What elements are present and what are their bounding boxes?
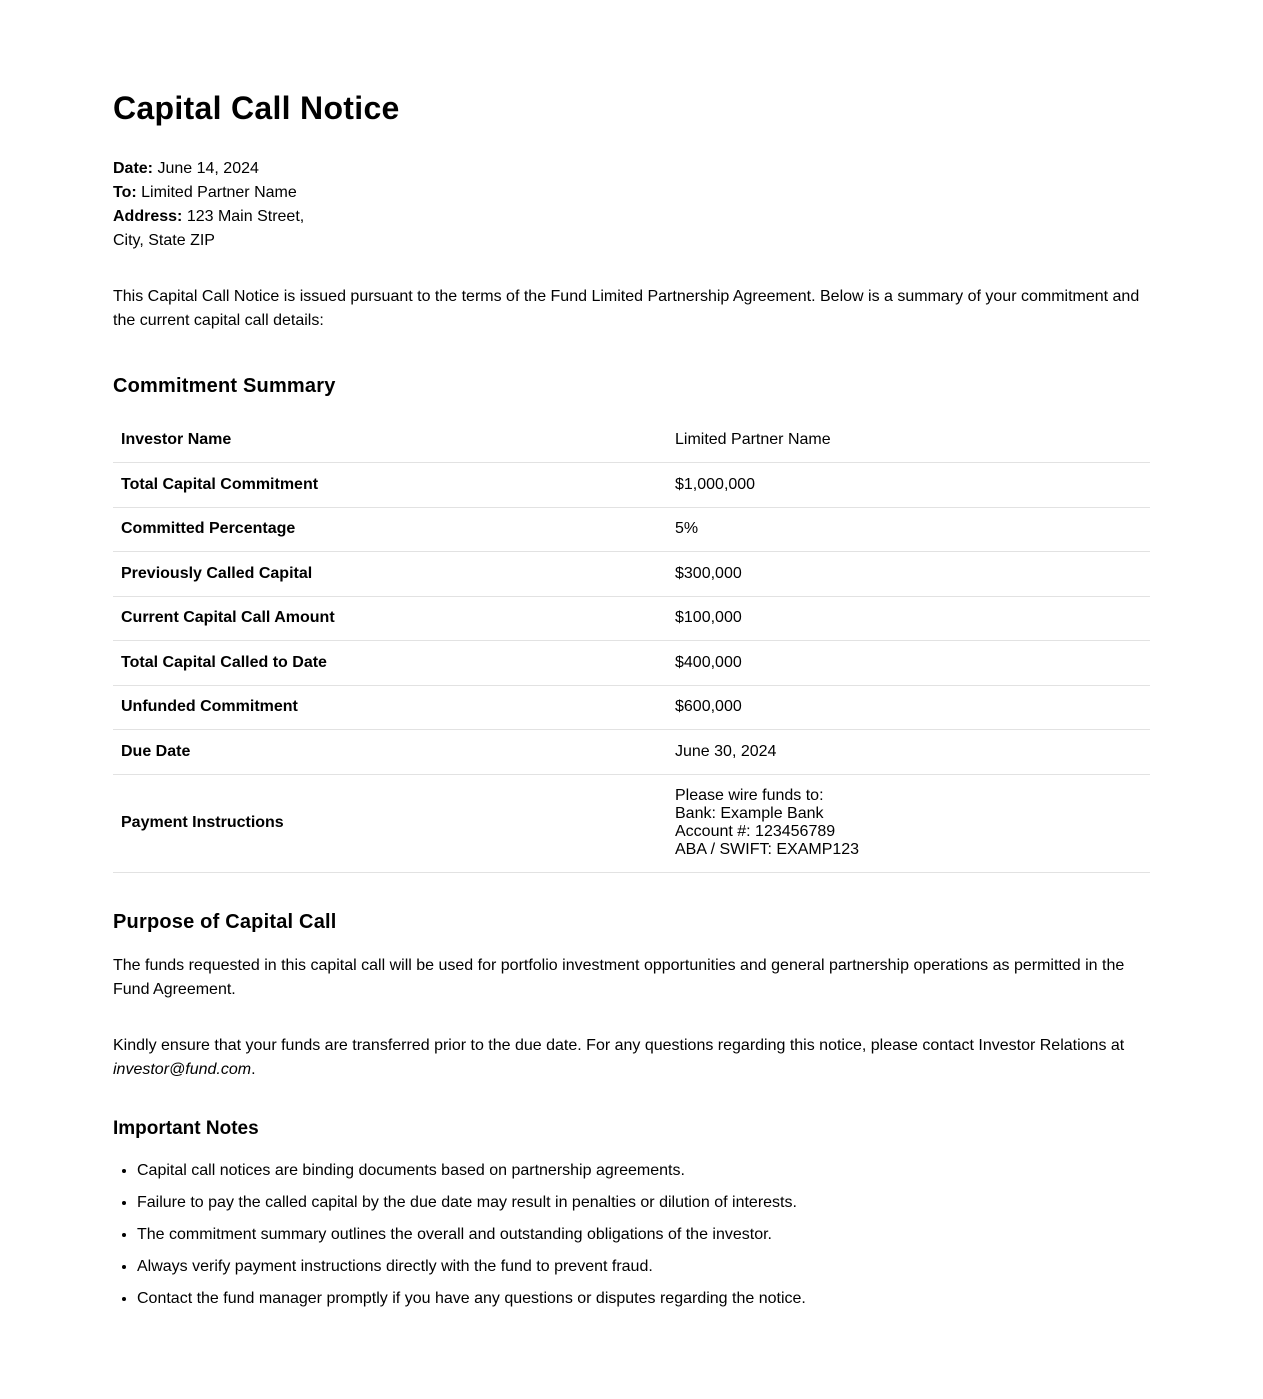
address-label: Address: [113, 208, 183, 225]
row-value: 5% [667, 507, 1150, 552]
row-label: Total Capital Commitment [113, 463, 667, 508]
payment-line: ABA / SWIFT: EXAMP123 [675, 841, 860, 858]
row-label: Investor Name [113, 418, 667, 463]
list-item: • Capital call notices are binding documents based on partnership agreements. [137, 1159, 1150, 1183]
row-label: Due Date [113, 730, 667, 775]
row-value: $600,000 [667, 685, 1150, 730]
purpose-paragraph: The funds requested in this capital call will be used for portfolio investment opportunities and general partnership operations as permitted in the Fund Agreement. [113, 956, 1125, 998]
row-label: Total Capital Called to Date [113, 641, 667, 686]
address-line-1: 123 Main Street, [186, 208, 305, 225]
address-line [113, 205, 1150, 229]
row-value: $100,000 [667, 596, 1150, 641]
to-label: To: [113, 184, 137, 201]
table-row [113, 463, 1150, 508]
list-item: • Always verify payment instructions directly with the fund to prevent fraud. [137, 1255, 1150, 1279]
row-value: $300,000 [667, 552, 1150, 597]
contact-paragraph [113, 1034, 1150, 1082]
table-row-payment [113, 774, 1150, 872]
payment-line: Please wire funds to: [675, 787, 824, 804]
purpose-heading: Purpose of Capital Call [113, 910, 337, 933]
table-row [113, 641, 1150, 686]
table-row [113, 730, 1150, 775]
table-row [113, 418, 1150, 463]
table-row [113, 685, 1150, 730]
notice-meta [113, 157, 1150, 253]
intro-paragraph: This Capital Call Notice is issued pursuant to the terms of the Fund Limited Partnership Agreement. Below is a summary of your commitment and the current capital call details: [113, 288, 1140, 329]
row-value: $1,000,000 [667, 463, 1150, 508]
row-value: Limited Partner Name [667, 418, 1150, 463]
date-line [113, 157, 1150, 181]
list-item: • The commitment summary outlines the overall and outstanding obligations of the investor. [137, 1223, 1150, 1247]
row-label: Current Capital Call Amount [113, 596, 667, 641]
row-label: Committed Percentage [113, 507, 667, 552]
important-notes-list [113, 1159, 1150, 1311]
commitment-summary-table [113, 418, 1150, 873]
date-label: Date: [113, 160, 154, 177]
payment-line: Account #: 123456789 [675, 823, 836, 840]
row-label: Payment Instructions [113, 774, 667, 872]
row-label: Previously Called Capital [113, 552, 667, 597]
commitment-summary-heading: Commitment Summary [113, 375, 336, 397]
list-item: • Failure to pay the called capital by the due date may result in penalties or dilution of interests. [137, 1191, 1150, 1215]
contact-text: Kindly ensure that your funds are transferred prior to the due date. For any questions regarding this notice, please contact Investor Relations at [113, 1036, 1125, 1054]
payment-line: Bank: Example Bank [675, 805, 824, 822]
list-item: • Contact the fund manager promptly if you have any questions or disputes regarding the notice. [137, 1287, 1150, 1311]
row-value: $400,000 [667, 641, 1150, 686]
row-value: June 30, 2024 [667, 730, 1150, 775]
payment-instructions-value [667, 774, 1150, 872]
table-row [113, 552, 1150, 597]
address-line-2: City, State ZIP [113, 232, 215, 249]
to-value: Limited Partner Name [141, 184, 297, 201]
page-title: Capital Call Notice [113, 90, 400, 126]
date-value: June 14, 2024 [157, 160, 259, 177]
investor-email-link[interactable]: investor@fund.com [113, 1060, 252, 1078]
to-line [113, 181, 1150, 205]
contact-suffix: . [251, 1060, 256, 1078]
important-notes-heading: Important Notes [113, 1117, 259, 1139]
table-row [113, 507, 1150, 552]
table-row [113, 596, 1150, 641]
row-label: Unfunded Commitment [113, 685, 667, 730]
